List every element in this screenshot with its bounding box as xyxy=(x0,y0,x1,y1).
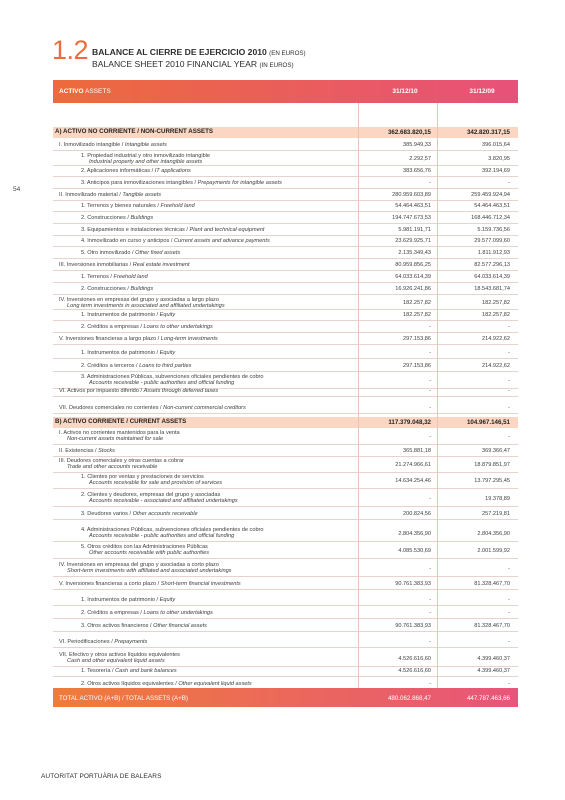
table-row xyxy=(53,491,518,506)
row-label-en: Freehold land xyxy=(113,274,148,280)
title-es-unit: (EN EUROS) xyxy=(269,50,306,57)
table-row xyxy=(53,386,518,396)
row-label-es: 3. Anticipos para inmovilizaciones intangibles / xyxy=(81,180,198,186)
value-2010: 5.981.191,71 xyxy=(398,227,431,233)
row-label xyxy=(59,336,218,342)
row-label-en: Prepayments xyxy=(114,639,148,645)
value-2010: 117.379.048,32 xyxy=(388,419,431,426)
row-label-en: Accounts receivable - public authorities and official funding xyxy=(89,533,235,540)
value-2010: - xyxy=(429,639,431,645)
row-label-es: 3. Equipamientos e instalaciones técnicas / xyxy=(81,227,190,233)
value-2009: - xyxy=(508,378,510,384)
row-label-en: Trade and other accounts receivable xyxy=(67,464,158,471)
value-2009: - xyxy=(508,681,510,687)
table-row xyxy=(53,666,518,676)
row-label-es: 1. Propiedad industrial y otro inmovilizado intangible xyxy=(81,153,211,159)
row-label-es: 5. Otro inmovilizado / xyxy=(81,250,136,256)
table-row xyxy=(53,140,518,150)
value-2010: 362.683.820,15 xyxy=(387,129,431,136)
row-divider xyxy=(53,188,518,189)
value-2010: 90.761.383,93 xyxy=(395,581,431,587)
value-2009: - xyxy=(508,405,510,411)
row-label xyxy=(81,668,177,674)
row-label-es: VII. Deudores comerciales no corrientes / xyxy=(59,405,164,411)
row-label-en: Other financial assets xyxy=(153,623,207,629)
row-label-en: Cash and bank balances xyxy=(115,668,177,674)
row-label xyxy=(81,374,264,387)
row-label-en: IT applications xyxy=(154,168,191,174)
table-row xyxy=(53,361,518,371)
balance-table xyxy=(53,80,518,687)
value-2010: - xyxy=(429,180,431,186)
value-2009: - xyxy=(508,388,510,394)
table-row xyxy=(53,457,518,472)
value-2010: - xyxy=(429,350,431,356)
row-divider xyxy=(53,294,518,295)
table-row xyxy=(53,579,518,589)
value-2010: 80.959.856,25 xyxy=(395,262,431,268)
row-label-en: Long term investments in associated and affiliated undertakings xyxy=(67,303,225,310)
value-2009: 4.399.460,37 xyxy=(477,668,510,674)
value-2009: 104.967.146,51 xyxy=(466,419,510,426)
row-label xyxy=(81,215,153,221)
row-label xyxy=(59,142,167,148)
row-label-es: 2. Otros activos líquidos equivalentes / xyxy=(81,681,179,687)
row-label xyxy=(81,250,180,256)
row-divider xyxy=(53,647,518,648)
section-row xyxy=(53,417,518,428)
column-separator xyxy=(358,103,359,691)
row-label-es: VI. Activos por impuesto diferido / xyxy=(59,388,144,394)
row-label-en: Equity xyxy=(159,350,176,356)
table-row xyxy=(53,296,518,309)
value-2010: - xyxy=(429,378,431,384)
row-label-en: Other accounts receivable with public authorities xyxy=(89,550,210,557)
value-2009: 13.797.295,45 xyxy=(474,478,510,484)
value-2010: - xyxy=(429,405,431,411)
row-divider xyxy=(53,258,518,259)
table-row xyxy=(53,322,518,332)
value-2010: 54.464.463,51 xyxy=(395,203,431,209)
row-label-es: 2. Aplicaciones informáticas / xyxy=(81,168,155,174)
value-2010: 194.747.673,53 xyxy=(392,215,431,221)
row-divider xyxy=(53,506,518,507)
table-row xyxy=(53,272,518,282)
row-label xyxy=(81,227,264,233)
value-2010: 297.153,86 xyxy=(403,336,431,342)
row-label xyxy=(81,597,175,603)
row-label xyxy=(59,652,180,665)
table-row xyxy=(53,473,518,488)
header-assets-en: ASSETS xyxy=(85,88,111,95)
title-en xyxy=(92,59,294,69)
row-label-en: Buildings xyxy=(130,286,154,292)
title-en-unit: (IN EUROS) xyxy=(259,62,294,69)
value-2009: - xyxy=(508,324,510,330)
row-label xyxy=(81,203,195,209)
row-label xyxy=(59,405,246,411)
row-label-es: B) ACTIVO CORRIENTE / CURRENT ASSETS xyxy=(55,418,187,425)
value-2010: 21.274.966,61 xyxy=(395,462,431,468)
row-label-en: Industrial property and other intangible assets xyxy=(89,159,203,166)
row-label-es: 4. Inmovilizado en curso y anticipos / xyxy=(81,238,174,244)
row-divider xyxy=(53,444,518,445)
row-label-es: II. Inmovilizado material / xyxy=(59,192,123,198)
title-es-text: BALANCE AL CIERRE DE EJERCICIO 2010 xyxy=(92,47,267,57)
row-label xyxy=(59,581,241,587)
value-2009: 81.328.467,70 xyxy=(474,581,510,587)
row-label xyxy=(81,544,209,557)
table-row xyxy=(53,284,518,294)
row-divider xyxy=(53,150,518,151)
value-2009: 396.015,64 xyxy=(482,142,510,148)
row-label xyxy=(59,430,180,443)
row-divider xyxy=(53,605,518,606)
row-divider xyxy=(53,223,518,224)
row-label-es: VII. Efectivo y otros activos líquidos equivalentes xyxy=(59,652,180,658)
row-label xyxy=(81,681,252,687)
row-divider xyxy=(53,676,518,677)
row-label-es: V. Inversiones financieras a largo plazo / xyxy=(59,336,161,342)
value-2010: 200.824,56 xyxy=(403,511,431,517)
table-row xyxy=(53,348,518,358)
row-label xyxy=(59,192,161,198)
value-2009: 18.879.851,97 xyxy=(474,462,510,468)
row-label-en: Cash and other equivalent liquid assets xyxy=(67,658,165,665)
table-row xyxy=(53,429,518,444)
row-label-es: 1. Tesorería / xyxy=(81,668,116,674)
value-2010: 4.526.616,60 xyxy=(398,656,431,662)
value-2009: 342.820.317,15 xyxy=(466,129,510,136)
title-en-text: BALANCE SHEET 2010 FINANCIAL YEAR xyxy=(92,59,258,69)
value-2010: 14.634.254,46 xyxy=(395,478,431,484)
value-2009: 214.922,62 xyxy=(482,363,510,369)
header-col-2009: 31/12/09 xyxy=(469,88,495,95)
value-2009: 369.366,47 xyxy=(482,448,510,454)
row-divider xyxy=(53,246,518,247)
row-label-es: 1. Terrenos / xyxy=(81,274,114,280)
row-divider xyxy=(53,541,518,542)
row-divider xyxy=(53,371,518,372)
value-2009: 3.820,95 xyxy=(488,156,510,162)
value-2010: 297.153,86 xyxy=(403,363,431,369)
header-col-2010: 31/12/10 xyxy=(392,88,418,95)
row-label-es: 2. Clientes y deudores, empresas del grupo y asociadas xyxy=(81,492,221,498)
row-label-en: Current assets and advance payments xyxy=(173,238,270,244)
row-divider xyxy=(53,282,518,283)
row-label-en: Non-current commercial creditors xyxy=(163,405,246,411)
value-2009: 168.446.712,34 xyxy=(471,215,510,221)
row-divider xyxy=(53,344,518,345)
row-label-es: III. Deudores comerciales y otras cuentas a cobrar xyxy=(59,458,184,464)
row-label-es: I. Activos no corrientes mantenidos para la venta xyxy=(59,430,180,436)
value-2009: 19.378,89 xyxy=(485,496,510,502)
row-label-en: Other fixed assets xyxy=(135,250,181,256)
table-row xyxy=(53,260,518,270)
table-row xyxy=(53,608,518,618)
value-2009: 214.922,62 xyxy=(482,336,510,342)
value-2010: - xyxy=(429,324,431,330)
table-row xyxy=(53,225,518,235)
table-row xyxy=(53,651,518,666)
row-label-en: Tangible assets xyxy=(122,192,162,198)
table-row xyxy=(53,178,518,188)
value-2009: - xyxy=(508,639,510,645)
table-row xyxy=(53,595,518,605)
row-divider xyxy=(53,589,518,590)
row-label-es: 1. Instrumentos de patrimonio / xyxy=(81,312,160,318)
row-label xyxy=(81,286,153,292)
row-label-en: Other accounts receivable xyxy=(132,511,198,517)
row-label-es: IV. Inversiones en empresas del grupo y asociadas a largo plazo xyxy=(59,297,219,303)
value-2010: - xyxy=(429,566,431,572)
row-label-es: 2. Construcciones / xyxy=(81,286,131,292)
value-2010: 16.926.241,86 xyxy=(395,286,431,292)
value-2009: - xyxy=(508,610,510,616)
value-2009: 182.257,82 xyxy=(482,312,510,318)
row-divider xyxy=(53,358,518,359)
column-separator xyxy=(437,103,438,691)
total-label: TOTAL ACTIVO (A+B) / TOTAL ASSETS (A+B) xyxy=(59,694,188,702)
value-2010: 383.656,76 xyxy=(403,168,431,174)
row-divider xyxy=(53,558,518,559)
row-label-en: Assets through deferred taxes xyxy=(143,388,219,394)
table-header xyxy=(53,80,518,103)
table-row xyxy=(53,190,518,200)
section-number: 1.2 xyxy=(52,35,89,65)
value-2009: 1.811.912,93 xyxy=(477,250,510,256)
value-2010: 4.085.530,69 xyxy=(398,548,431,554)
table-row xyxy=(53,213,518,223)
row-label-en: Intangible assets xyxy=(124,142,167,148)
row-label-en: Plant and technical equipment xyxy=(189,227,265,233)
row-label-en: Other equivalent liquid assets xyxy=(178,681,252,687)
row-label xyxy=(55,419,186,425)
row-divider xyxy=(53,332,518,333)
value-2009: 182.257,82 xyxy=(482,300,510,306)
row-label xyxy=(81,610,213,616)
row-label-es: 5. Otros créditos con las Administraciones Públicas xyxy=(81,544,208,550)
row-label-en: Equity xyxy=(159,312,176,318)
table-row xyxy=(53,621,518,631)
row-label-es: V. Inversiones financieras a corto plazo / xyxy=(59,581,161,587)
row-label-en: Loans to other undertakings xyxy=(143,610,213,616)
row-label-es: I. Inmovilizado intangible / xyxy=(59,142,125,148)
value-2010: 2.804.356,90 xyxy=(398,531,431,537)
row-label-en: Accounts receivable for sale and provision of services xyxy=(89,480,223,487)
row-label-en: Accounts receivable - public authorities and official funding xyxy=(89,380,235,387)
table-row xyxy=(53,403,518,413)
value-2010: - xyxy=(429,597,431,603)
row-divider xyxy=(53,519,518,520)
row-label-es: 1. Instrumentos de patrimonio / xyxy=(81,597,160,603)
row-label-es: 2. Construcciones / xyxy=(81,215,131,221)
value-2009: 64.033.614,39 xyxy=(474,274,510,280)
row-divider xyxy=(53,320,518,321)
row-label-en: Short-term financial investments xyxy=(160,581,241,587)
row-label xyxy=(59,388,218,394)
row-label-es: A) ACTIVO NO CORRIENTE / NON-CURRENT ASSETS xyxy=(55,128,214,135)
row-label xyxy=(81,623,207,629)
row-label-en: Buildings xyxy=(130,215,154,221)
row-label-es: 3. Deudores varios / xyxy=(81,511,133,517)
value-2010: 2.292,57 xyxy=(409,156,431,162)
row-label-es: 1. Terrenos y bienes naturales / xyxy=(81,203,161,209)
row-label-en: Loans to third parties xyxy=(139,363,192,369)
table-row xyxy=(53,509,518,519)
row-label xyxy=(81,274,148,280)
row-label-es: 2. Créditos a empresas / xyxy=(81,324,144,330)
value-2009: 29.577.099,60 xyxy=(474,238,510,244)
row-label xyxy=(81,312,175,318)
table-row xyxy=(53,446,518,456)
value-2010: - xyxy=(429,496,431,502)
row-label xyxy=(59,448,115,454)
row-label xyxy=(59,262,190,268)
row-label-es: III. Inversiones inmobiliarias / xyxy=(59,262,133,268)
row-label-en: Accounts receivable - associated and affiliated undertakings xyxy=(89,498,238,505)
value-2010: 365.881,18 xyxy=(403,448,431,454)
row-label xyxy=(81,492,238,505)
value-2009: 2.804.356,90 xyxy=(477,531,510,537)
row-label xyxy=(81,350,175,356)
row-divider xyxy=(53,413,518,414)
value-2009: 4.399.460,37 xyxy=(477,656,510,662)
row-label xyxy=(81,180,282,186)
value-2010: - xyxy=(429,388,431,394)
footer: AUTORITAT PORTUÀRIA DE BALEARS xyxy=(41,773,162,780)
row-label-es: 2. Créditos a terceros / xyxy=(81,363,140,369)
value-2009: 2.001.599,92 xyxy=(477,548,510,554)
table-row xyxy=(53,334,518,344)
row-label xyxy=(81,238,270,244)
value-2010: 280.959.603,89 xyxy=(392,192,431,198)
value-2010: 182.257,82 xyxy=(403,300,431,306)
total-row xyxy=(53,688,518,707)
row-divider xyxy=(53,176,518,177)
value-2009: - xyxy=(508,350,510,356)
row-label-en: Prepayments for intangible assets xyxy=(197,180,282,186)
row-label xyxy=(59,458,184,471)
value-2009: - xyxy=(508,597,510,603)
table-row xyxy=(53,152,518,165)
row-label xyxy=(59,639,147,645)
table-row xyxy=(53,526,518,541)
value-2009: 18.543.681,74 xyxy=(474,286,510,292)
value-2010: - xyxy=(429,610,431,616)
row-label xyxy=(81,363,191,369)
row-label-en: Freehold land xyxy=(160,203,195,209)
row-label xyxy=(81,168,191,174)
value-2010: 2.135.349,43 xyxy=(398,250,431,256)
value-2009: 392.194,69 xyxy=(482,168,510,174)
row-divider xyxy=(53,631,518,632)
value-2009: 257.219,81 xyxy=(482,511,510,517)
value-2010: 90.761.383,93 xyxy=(395,623,431,629)
row-divider xyxy=(53,211,518,212)
value-2009: 54.464.463,51 xyxy=(474,203,510,209)
row-label xyxy=(59,297,225,310)
row-label xyxy=(59,562,231,575)
total-value-2009: 447.787.463,66 xyxy=(466,694,510,702)
header-assets xyxy=(59,88,111,95)
row-divider xyxy=(53,618,518,619)
table-row xyxy=(53,543,518,558)
row-label-en: Stocks xyxy=(98,448,115,454)
row-label-es: 3. Administraciones Públicas, subvenciones oficiales pendientes de cobro xyxy=(81,374,264,380)
row-label-es: IV. Inversiones en empresas del grupo y asociadas a corto plazo xyxy=(59,562,219,568)
row-divider xyxy=(53,488,518,489)
row-label-en: Long-term investments xyxy=(160,336,218,342)
page-number: 54 xyxy=(13,186,21,193)
table-row xyxy=(53,248,518,258)
row-label-es: 1. Clientes por ventas y prestaciones de servicios xyxy=(81,474,204,480)
table-row xyxy=(53,201,518,211)
value-2009: 259.459.924,94 xyxy=(471,192,510,198)
value-2010: - xyxy=(429,681,431,687)
row-label xyxy=(81,474,222,487)
row-label xyxy=(81,511,198,517)
row-label-en: Real estate investment xyxy=(132,262,190,268)
value-2010: 182.257,82 xyxy=(403,312,431,318)
value-2010: 4.526.616,60 xyxy=(398,668,431,674)
row-label-en: Non-current assets maintained for sale xyxy=(67,436,164,443)
value-2010: 385.949,33 xyxy=(403,142,431,148)
row-label-es: 2. Créditos a empresas / xyxy=(81,610,144,616)
table-row xyxy=(53,310,518,320)
value-2009: 81.328.467,70 xyxy=(474,623,510,629)
value-2009: 82.577.296,13 xyxy=(474,262,510,268)
row-label xyxy=(81,153,210,166)
row-label xyxy=(81,527,264,540)
row-label-es: II. Existencias / xyxy=(59,448,99,454)
value-2010: - xyxy=(429,434,431,440)
row-label-en: Equity xyxy=(159,597,176,603)
row-divider xyxy=(53,270,518,271)
row-label-es: 1. Instrumentos de patrimonio / xyxy=(81,350,160,356)
header-assets-es: ACTIVO xyxy=(59,88,84,95)
table-row xyxy=(53,637,518,647)
row-label-es: VI. Periodificaciones / xyxy=(59,639,115,645)
total-value-2010: 480.062.868,47 xyxy=(387,694,431,702)
row-label xyxy=(81,324,213,330)
row-label-es: 3. Otros activos financieros / xyxy=(81,623,154,629)
value-2009: - xyxy=(508,180,510,186)
row-label-en: Loans to other undertakings xyxy=(143,324,213,330)
value-2010: 64.033.614,39 xyxy=(395,274,431,280)
row-label xyxy=(55,129,213,135)
table-row xyxy=(53,166,518,176)
table-row xyxy=(53,561,518,576)
title-es xyxy=(92,47,306,57)
row-label-es: 4. Administraciones Públicas, subvenciones oficiales pendientes de cobro xyxy=(81,527,264,533)
value-2009: - xyxy=(508,566,510,572)
value-2009: - xyxy=(508,434,510,440)
row-label-en: Short-term investments with affiliated and associated undertakings xyxy=(67,568,232,575)
value-2010: 23.629.925,71 xyxy=(395,238,431,244)
value-2009: 5.159.736,56 xyxy=(477,227,510,233)
table-row xyxy=(53,236,518,246)
row-divider xyxy=(53,576,518,577)
section-row xyxy=(53,127,518,138)
row-divider xyxy=(53,396,518,397)
